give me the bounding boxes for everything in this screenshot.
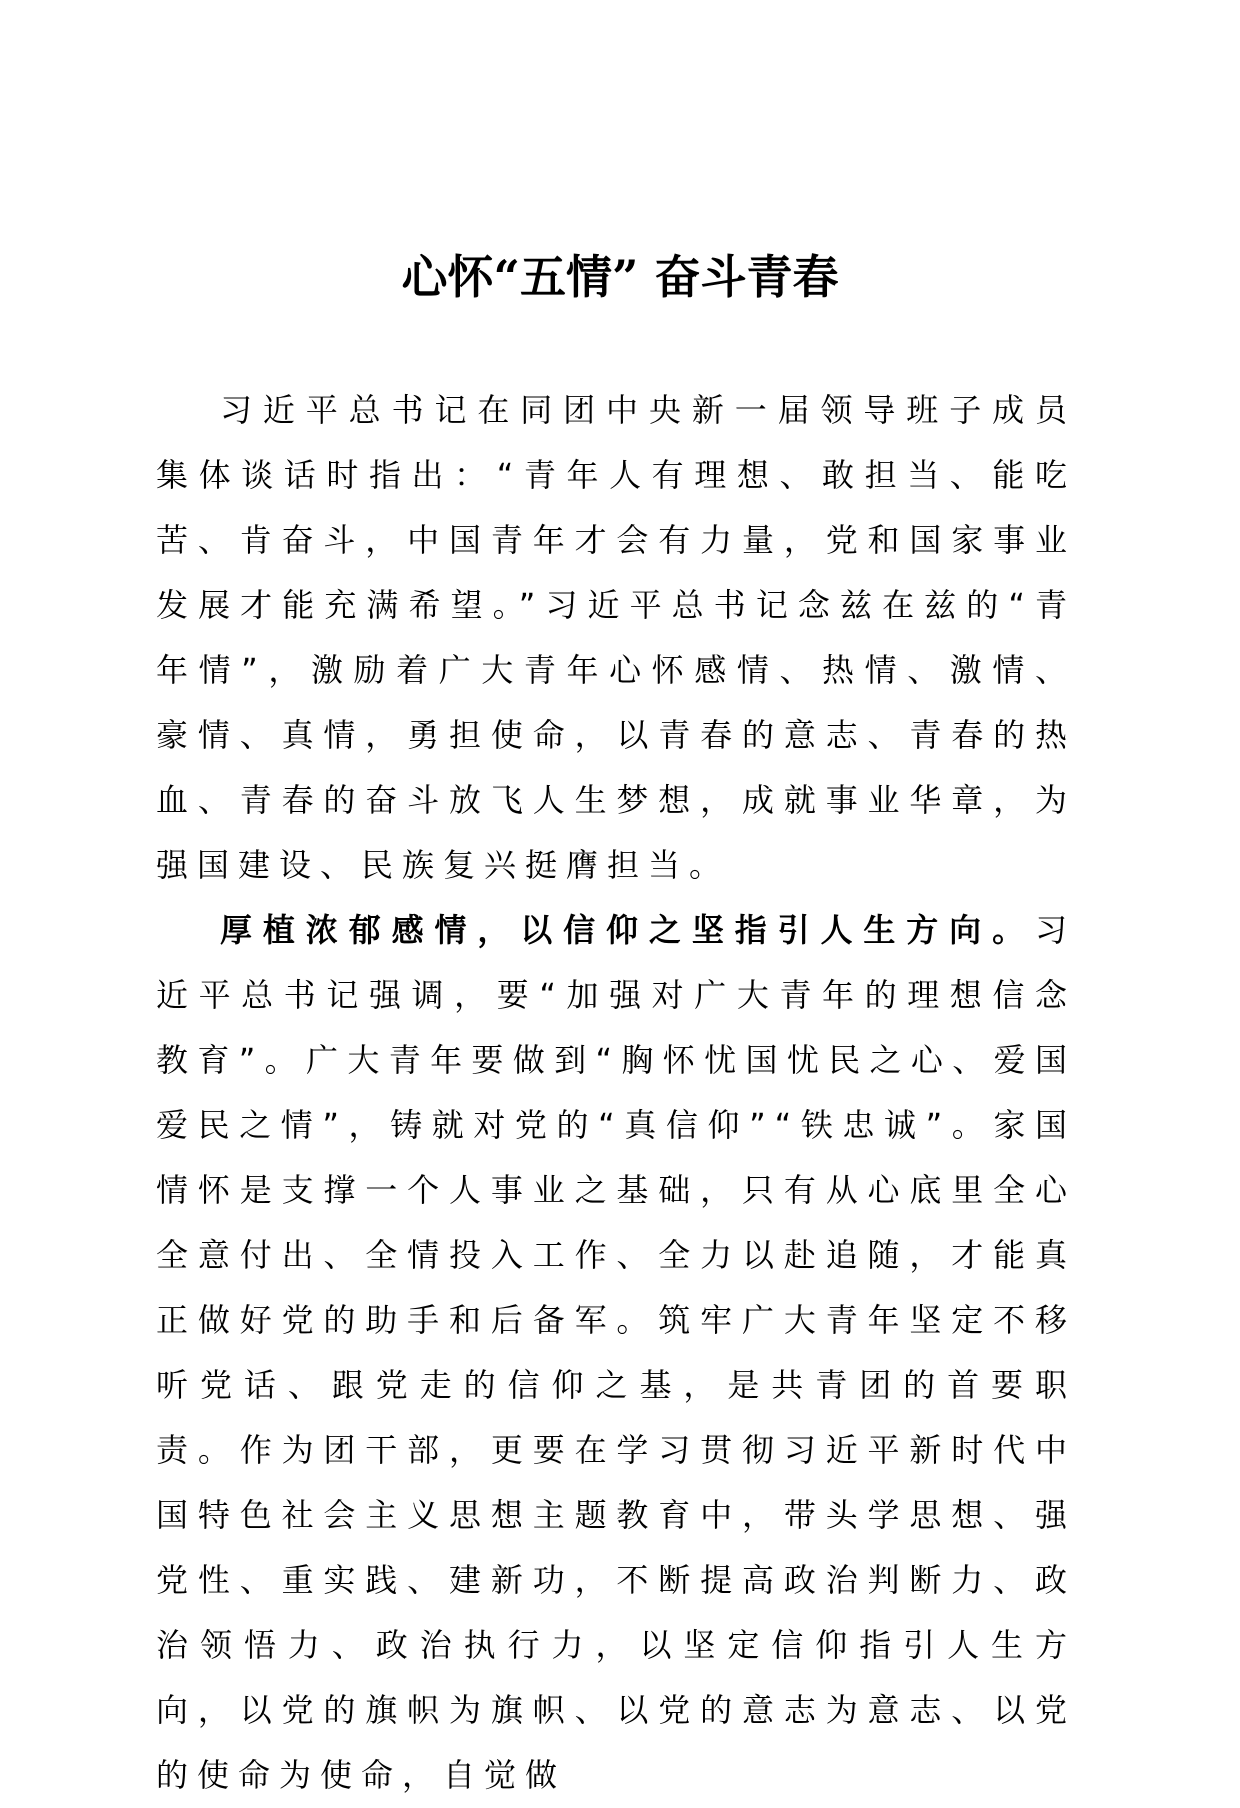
document-body bbox=[156, 378, 1076, 1808]
document-title: 心怀“五情” 奋斗青春 bbox=[401, 250, 839, 304]
paragraph-text: 习近平总书记在同团中央新一届领导班子成员集体谈话时指出：“青年人有理想、敢担当、能吃苦、肯奋斗，中国青年才会有力量，党和国家事业发展才能充满希望。”习近平总书记念兹在兹的“青年情”，激励着广大青年心怀感情、热情、激情、豪情、真情，勇担使命，以青春的意志、青春的热血、青春的奋斗放飞人生梦想，成就事业华章，为强国建设、民族复兴挺膺担当。 bbox=[156, 391, 1076, 884]
paragraph-text: 习近平总书记强调，要“加强对广大青年的理想信念教育”。广大青年要做到“胸怀忧国忧民之心、爱国爱民之情”，铸就对党的“真信仰”“铁忠诚”。家国情怀是支撑一个人事业之基础，只有从心底里全心全意付出、全情投入工作、全力以赴追随，才能真正做好党的助手和后备军。筑牢广大青年坚定不移听党话、跟党走的信仰之基，是共青团的首要职责。作为团干部，更要在学习贯彻习近平新时代中国特色社会主义思想主题教育中，带头学思想、强党性、重实践、建新功，不断提高政治判断力、政治领悟力、政治执行力，以坚定信仰指引人生方向，以党的旗帜为旗帜、以党的意志为意志、以党的使命为使命，自觉做 bbox=[156, 911, 1076, 1794]
paragraph-belief bbox=[156, 898, 1076, 1808]
paragraph-lead: 厚植浓郁感情，以信仰之坚指引人生方向。 bbox=[220, 911, 1035, 949]
paragraph-intro bbox=[156, 378, 1076, 898]
